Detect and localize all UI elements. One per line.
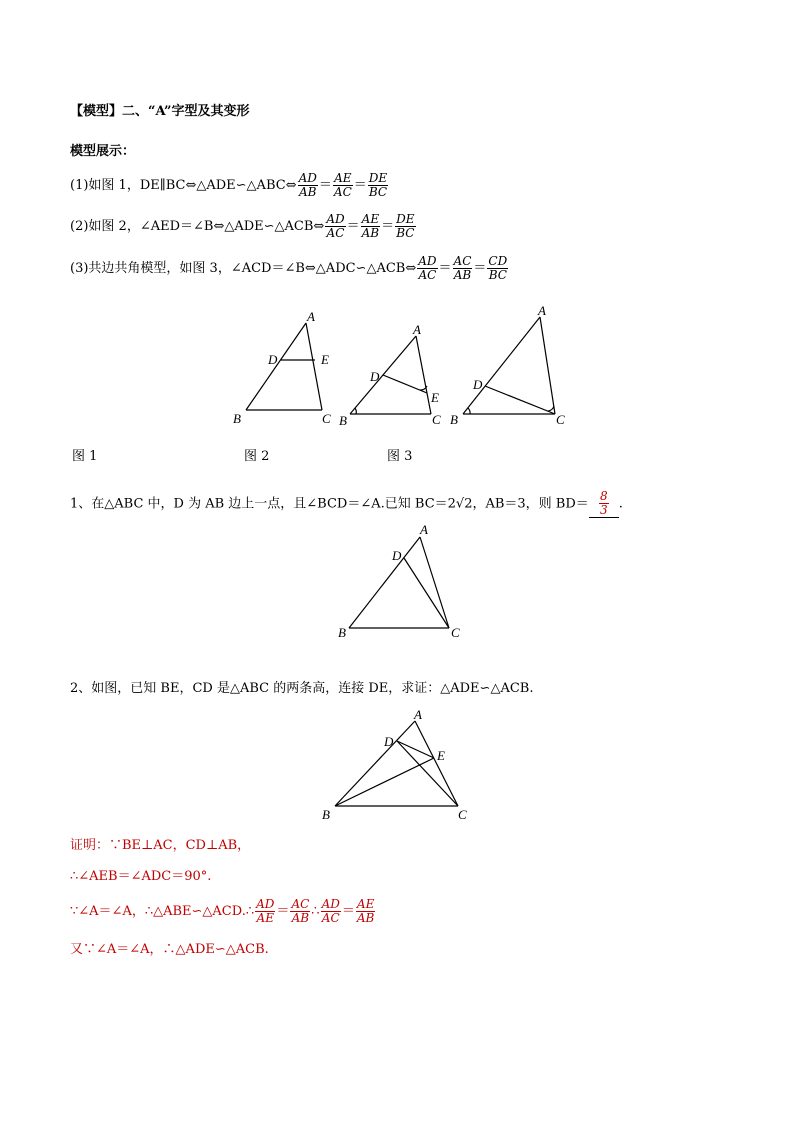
fig2-label-b: B xyxy=(339,413,347,428)
p1-label-d: D xyxy=(392,548,402,563)
fig2-angle-b-mark xyxy=(355,408,356,414)
p2-label-e: E xyxy=(437,748,445,763)
fraction: $\frac{AC}{AB}$ xyxy=(291,897,310,925)
p2-segment-de xyxy=(397,741,434,758)
answer-fraction: $\frac{8}{3}$ xyxy=(599,489,608,517)
p2-label-c: C xyxy=(458,807,467,822)
p2-altitude-be xyxy=(335,758,434,806)
fig3-angle-b-mark xyxy=(468,408,470,414)
caption-fig3: 图 3 xyxy=(387,449,413,464)
model-2: (2)如图 2，∠AED＝∠B⇔△ADE∽△ACB⇔ $\frac{AD}{AC}$ ＝ $\frac{AE}{AB}$ ＝ $\frac{DE}{BC}$ xyxy=(70,212,415,240)
caption-fig1: 图 1 xyxy=(72,449,98,464)
fig3-segment-cd xyxy=(485,386,555,414)
caption-fig2: 图 2 xyxy=(244,449,270,464)
p1-side-ac xyxy=(420,537,449,628)
fraction: $\frac{AD}{AC}$ xyxy=(321,897,340,925)
p1-side-ab xyxy=(349,537,420,628)
fraction: $\frac{AD}{AC}$ xyxy=(326,212,345,240)
problem-2: 2、如图，已知 BE，CD 是△ABC 的两条高，连接 DE，求证：△ADE∽△ACB. xyxy=(70,681,534,696)
fraction: $\frac{AD}{AC}$ xyxy=(418,254,437,282)
fig2-label-d: D xyxy=(370,369,380,384)
p1-label-c: C xyxy=(451,625,460,640)
fig3-angle-c-mark xyxy=(548,406,554,411)
fraction: $\frac{AE}{AC}$ xyxy=(333,171,352,199)
answer-blank xyxy=(589,490,619,518)
fig1-label-c: C xyxy=(322,411,331,426)
fig2-label-a: A xyxy=(413,322,421,337)
fig3-side-ac xyxy=(540,317,555,414)
fraction: $\frac{DE}{BC}$ xyxy=(368,171,388,199)
p1-label-b: B xyxy=(338,625,346,640)
problem-1: 1、在△ABC 中，D 为 AB 边上一点，且∠BCD＝∠A.已知 BC＝2√2，AB＝3，则 BD＝ $\frac{8}{3}$ . xyxy=(70,489,623,517)
proof-line-2: ∴∠AEB＝∠ADC＝90°. xyxy=(70,869,212,884)
proof-line-3: ∵∠A＝∠A，∴△ABE∽△ACD.∴ $\frac{AD}{AE}$ ＝ $\frac{AC}{AB}$ ∴ $\frac{AD}{AC}$ ＝ $\frac{AE}{AB}$ xyxy=(70,897,375,925)
model-1: (1)如图 1，DE∥BC⇔△ADE∽△ABC⇔ $\frac{AD}{AB}$ ＝ $\frac{AE}{AC}$ ＝ $\frac{DE}{BC}$ xyxy=(70,171,388,199)
fig3-label-d: D xyxy=(473,377,483,392)
fig2-label-c: C xyxy=(432,412,441,427)
fraction: $\frac{AE}{AB}$ xyxy=(356,897,375,925)
fig1-label-b: B xyxy=(233,411,241,426)
p2-label-d: D xyxy=(384,734,394,749)
fig1-label-d: D xyxy=(268,352,278,367)
fraction: $\frac{DE}{BC}$ xyxy=(396,212,415,240)
p2-label-b: B xyxy=(322,807,330,822)
p2-altitude-cd xyxy=(397,741,458,806)
fraction: $\frac{AD}{AE}$ xyxy=(256,897,275,925)
model-3: (3)共边共角模型，如图 3，∠ACD＝∠B⇔△ADC∽△ACB⇔ $\frac{AD}{AC}$ ＝ $\frac{AC}{AB}$ ＝ $\frac{CD}{BC}$ xyxy=(70,254,508,282)
fig3-side-ab xyxy=(463,317,540,414)
fraction: $\frac{CD}{BC}$ xyxy=(488,254,508,282)
side-ac xyxy=(306,323,322,410)
fig3-label-b: B xyxy=(450,412,458,427)
model-label: 模型展示： xyxy=(70,144,136,159)
proof-line-1: 证明：∵BE⊥AC，CD⊥AB， xyxy=(70,838,251,853)
section-heading: 【模型】二、“A”字型及其变形 xyxy=(70,104,250,119)
fig1-label-e: E xyxy=(321,352,329,367)
proof-line-4: 又∵∠A＝∠A，∴△ADE∽△ACB. xyxy=(70,942,269,957)
fraction: $\frac{AD}{AB}$ xyxy=(298,171,317,199)
fig2-label-e: E xyxy=(431,390,439,405)
fig2-side-ac xyxy=(416,336,431,414)
fraction: $\frac{AE}{AB}$ xyxy=(361,212,380,240)
p2-side-ab xyxy=(335,721,415,806)
fig3-label-c: C xyxy=(556,412,565,427)
p1-label-a: A xyxy=(420,522,428,537)
fig3-label-a: A xyxy=(538,303,546,318)
fig1-label-a: A xyxy=(307,309,315,324)
p2-label-a: A xyxy=(414,707,422,722)
fraction: $\frac{AC}{AB}$ xyxy=(453,254,472,282)
p1-segment-cd xyxy=(404,558,449,628)
